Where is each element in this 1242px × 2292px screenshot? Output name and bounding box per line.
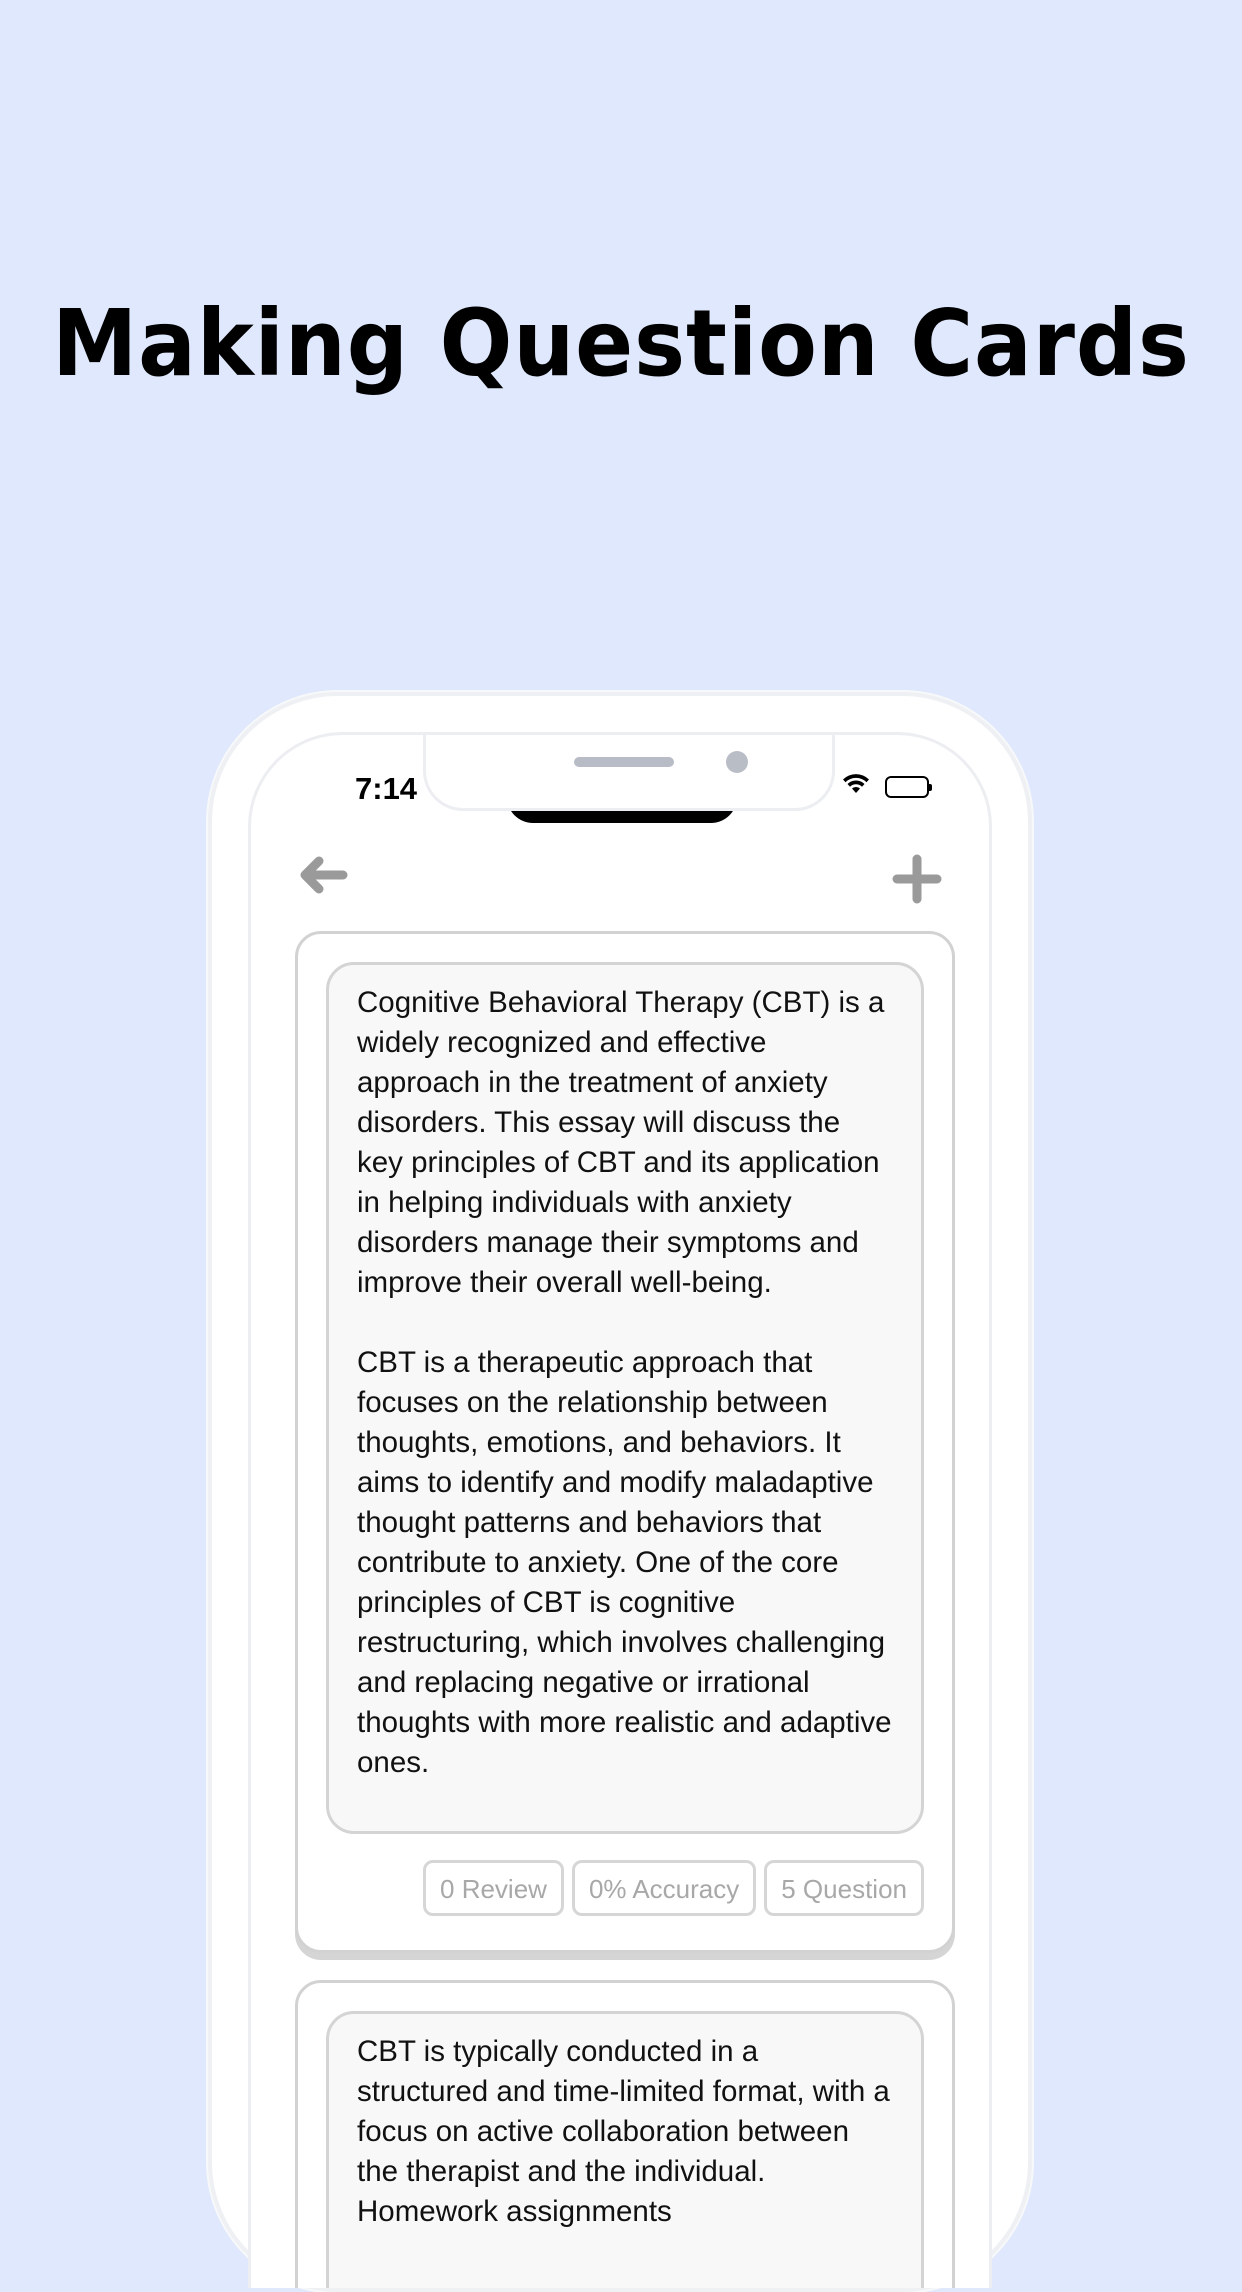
- add-card-button[interactable]: [891, 853, 943, 905]
- card-content: CBT is typically conducted in a structured and time-limited format, with a focus on active collaboration between the therapist and the individual. Homework assignments: [326, 2011, 924, 2288]
- app-screen: [248, 732, 992, 2288]
- phone-notch: [423, 732, 835, 811]
- page-headline: Making Question Cards: [52, 290, 1190, 397]
- question-card[interactable]: [295, 1980, 955, 2288]
- arrow-left-icon: [295, 851, 351, 899]
- card-content: Cognitive Behavioral Therapy (CBT) is a widely recognized and effective approach in the treatment of anxiety disorders. This essay will discuss the key principles of CBT and its application in helping individuals with anxiety disorders manage their symptoms and improve their overall well-being. CBT is a therapeutic approach that focuses on the relationship between thoughts, emotions, and behaviors. It aims to identify and modify maladaptive thought patterns and behaviors that contribute to anxiety. One of the core principles of CBT is cognitive restructuring, which involves challenging and replacing negative or irrational thoughts with more realistic and adaptive ones.: [326, 962, 924, 1834]
- plus-icon: [891, 853, 943, 905]
- back-button[interactable]: [295, 851, 351, 899]
- phone-frame: [208, 692, 1032, 2292]
- front-camera: [726, 751, 748, 773]
- battery-icon: [885, 776, 929, 798]
- accuracy-badge: 0% Accuracy: [572, 1860, 756, 1916]
- speaker-grille: [574, 757, 674, 767]
- card-stats: [423, 1860, 924, 1916]
- review-count-badge: 0 Review: [423, 1860, 564, 1916]
- status-time: 7:14: [355, 771, 418, 806]
- question-card[interactable]: [295, 931, 955, 1953]
- question-count-badge: 5 Question: [764, 1860, 924, 1916]
- status-icons: [841, 773, 929, 800]
- wifi-icon: [841, 773, 871, 800]
